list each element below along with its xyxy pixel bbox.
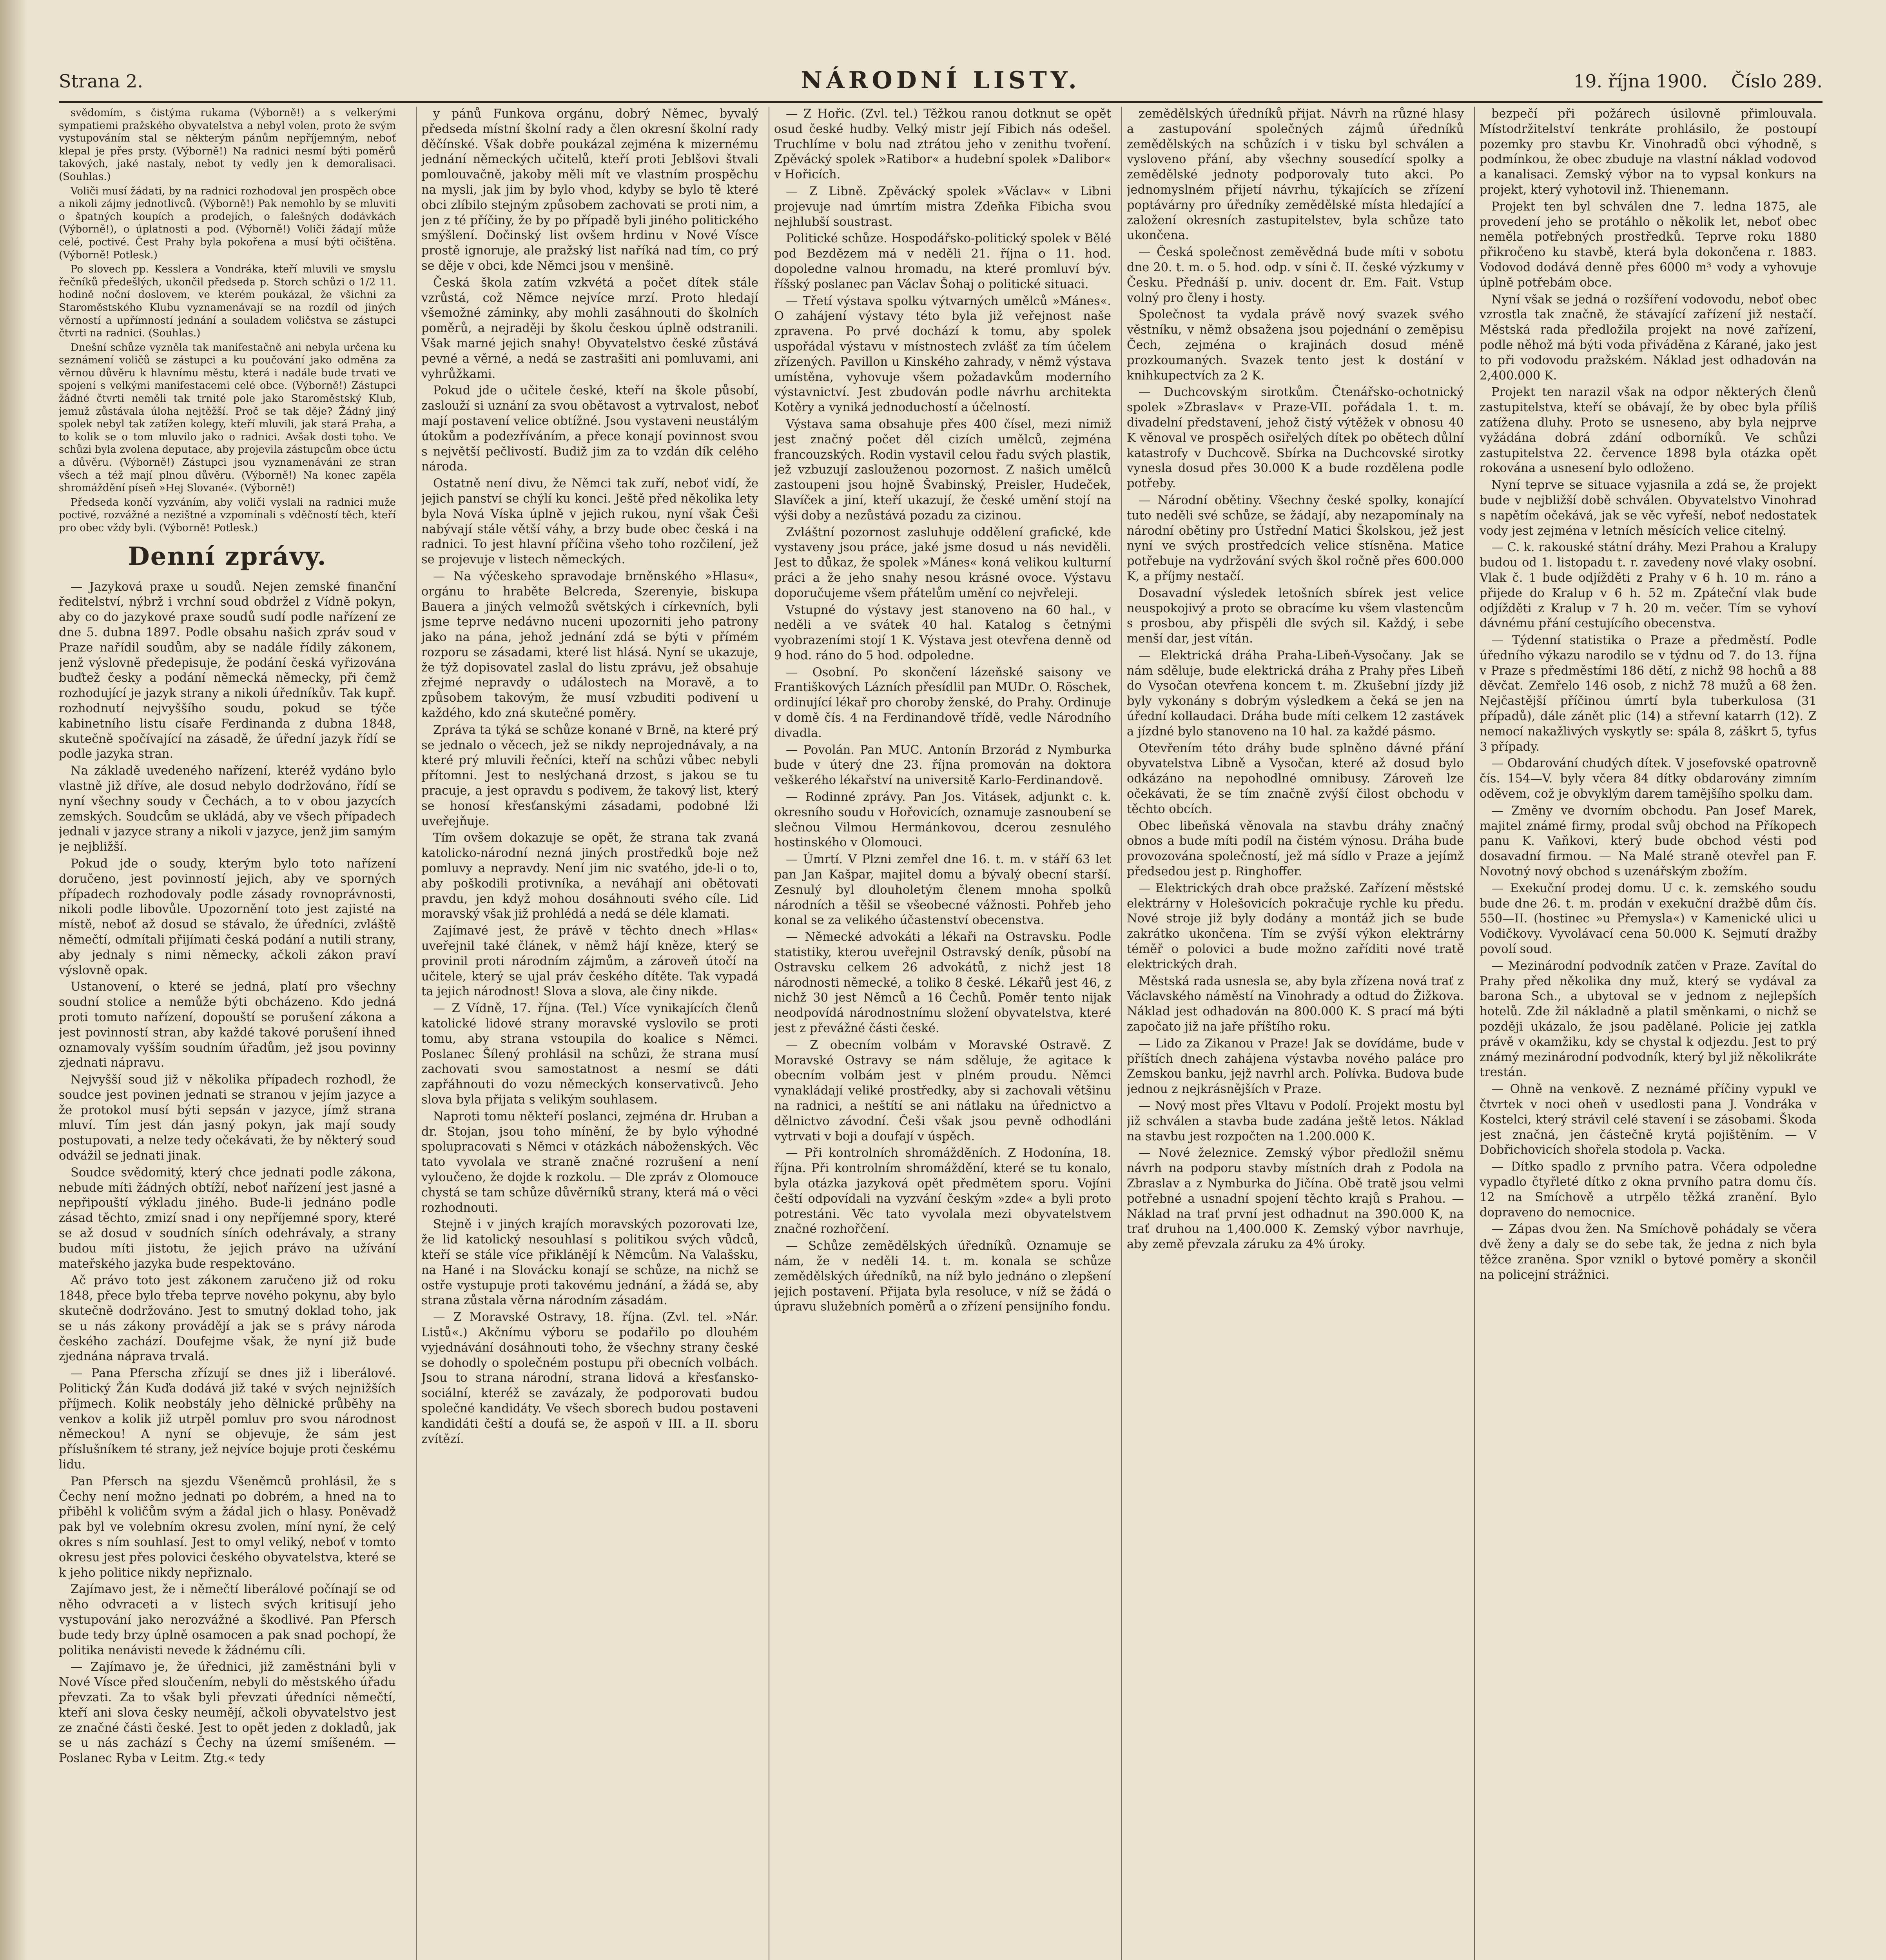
article-group: [421, 1217, 758, 1308]
article-paragraph: Nejvyšší soud již v několika případech rozhodl, že soudce jest povinen jednati se stranou v jejím jazyce a že protokol musí býti sepsán v jazyce, jímž strana mluví. Tím jest dán jasný pokyn, jak mají soudy postupovati, a nelze tedy očekávati, že by některý soud odvážil se jednati jinak.: [59, 1073, 396, 1163]
article-paragraph: — Zajímavo je, že úřednici, již zaměstnáni byli v Nové Vísce před sloučením, nebyli do městského úřadu převzati. Za to však byli převzati úředníci němečtí, kteří ani slova česky neumějí, ačkoli obyvatelstvo jest ze značné části české. Jest to opět jeden z dokladů, jak se u nás zachází s Čechy na území smíšeném. — Poslanec Ryba v Leitm. Ztg.« tedy: [59, 1660, 396, 1766]
article-paragraph: — Německé advokáti a lékaři na Ostravsku. Podle statistiky, kterou uveřejnil Ostravský deník, působí na Ostravsku celkem 26 advokátů, z nichž jest 18 národnosti německé, a toliko 8 české. Lékařů jest 46, z nichž 30 jest Němců a 16 Čechů. Poměr tento nijak neodpovídá národnostnímu složení obyvatelstva, které jest z převážné části české.: [774, 930, 1111, 1036]
article-group: [421, 1001, 758, 1216]
article-paragraph: Otevřením této dráhy bude splněno dávné přání obyvatelstva Libně a Vysočan, které až dosud bylo odkázáno na nepohodlné omnibusy. Zároveň lze očekávati, že se tím značně zvýší čilost obchodu v těchto obcích.: [1127, 741, 1464, 816]
article-group: [1127, 385, 1464, 880]
article-paragraph: Stejně i v jiných krajích moravských pozorovati lze, že lid katolický nesouhlasí s politikou svých vůdců, kteří se stále více přiklánějí k Němcům. Na Valašsku, na Hané i na Slovácku konají se schůze, na nichž se ostře vystupuje proti takovému jednání, a žádá se, aby strana zůstala věrna národním zásadám.: [421, 1218, 758, 1308]
article-paragraph: — C. k. rakouské státní dráhy. Mezi Prahou a Kralupy budou od 1. listopadu t. r. zavedeny nové vlaky osobní. Vlak č. 1 bude odjížděti z Prahy v 6 h. 10 m. ráno a přijede do Kralup v 6 h. 52 m. Zpáteční vlak bude odjížděti z Kralup v 7 h. 20 m. večer. Tím se vyhoví dávnému přání cestujícího obecenstva.: [1480, 541, 1817, 631]
article-paragraph: Projekt ten narazil však na odpor některých členů zastupitelstva, kteří se obávají, že by obec byla příliš zatížena dluhy. Proto se usneseno, aby byla nejprve vyžádána dobrá zdání odborníků. Ve schůzi zastupitelstva 22. července 1898 byla otázka opět rokována a usnesení bylo odloženo.: [1480, 385, 1817, 475]
article-paragraph: Na základě uvedeného nařízení, kteréž vydáno bylo vlastně již dříve, ale dosud nebylo dodržováno, řídí se nyní všechny soudy v Čechách, a to v obou jazycích zemských. Soudcům se ukládá, aby ve všech případech jednali v jazyce strany a nikoli v jazyce, jenž jim samým je nejbližší.: [59, 764, 396, 854]
column-5: [1480, 107, 1817, 1960]
article-paragraph: Ustanovení, o které se jedná, platí pro všechny soudní stolice a nemůže býti obcházeno. Kdo jedná proti tomuto nařízení, dopouští se porušení zákona a jest povinností stran, aby každé takové porušení ihned oznamovaly vyšším soudním úřadům, jež jsou povinny zjednati nápravu.: [59, 980, 396, 1070]
article-group: [1480, 756, 1817, 1158]
article-paragraph: — Jazyková praxe u soudů. Nejen zemské finanční ředitelství, nýbrž i vrchní soud obdržel z Vídně pokyn, aby co do jazykové praxe soudů sudí podle nařízení ze dne 5. dubna 1897. Podle obsahu našich zpráv soud v Praze nařídil soudům, aby se nadále řídily zákonem, jenž výslovně předepisuje, že podání česká vyřizována buďtež česky a podání německá německy, při čemž rozhodující je jazyk strany a nikoli úředníkův. Tak kupř. rozhodnutí nejvyššího soudu, pokud se týče kabinetního listu císaře Ferdinanda z dubna 1848, skutečně spočívající na zásadě, že úřední jazyk řídí se podle jazyka stran.: [59, 580, 396, 761]
article-paragraph: — Osobní. Po skončení lázeňské saisony ve Františkových Lázních přesídlil pan MUDr. O. Röschek, ordinující lékař pro choroby ženské, do Prahy. Ordinuje v domě čís. 4 na Ferdinandově třídě, vedle Národního divadla.: [774, 665, 1111, 740]
article-group: [774, 107, 1111, 292]
article-paragraph: — Dítko spadlo z prvního patra. Včera odpoledne vypadlo čtyřleté dítko z okna prvního patra domu čís. 12 na Smíchově a utrpělo těžká zranění. Bylo dopraveno do nemocnice.: [1480, 1160, 1817, 1220]
article-paragraph: Česká škola zatím vzkvétá a počet dítek stále vzrůstá, což Němce nejvíce mrzí. Proto hledají všemožné záminky, aby mohli zasáhnouti do školních poměrů, a nejraději by školu českou úplně odstranili. Však marné jejich snahy! Obyvatelstvo české zůstává pevné a věrné, a nedá se zastrašiti ani pomluvami, ani vyhrůžkami.: [421, 276, 758, 381]
article-group: [59, 1660, 396, 1766]
page-number: Strana 2.: [59, 71, 143, 92]
article-paragraph: Dnešní schůze vyzněla tak manifestačně ani nebyla určena ku seznámení voličů se zástupci a ku poučování jako odměna za věrnou důvěru k hlavnímu městu, která i nadále bude trvati ve spojení s velkými manifestacemi celé obce. (Výborně!) Zástupci žádné čtvrti neměli tak trnité pole jako Staroměstský Klub, jemuž zůstávala úloha nejtěžší. Proč se tak děje? Žádný jiný spolek nebyl tak zatížen kolegy, kteří mluvili, jak stará Praha, a to kolik se o tom mluvilo jako o radnici. Avšak dosti toho. Ve schůzi byla zvolena deputace, aby projevila zástupcům obce úctu a důvěru. (Výborně!) Zástupci jsou vyznamenáváni ze stran všech a též mají plnou důvěru. (Výborně!) Na konec zapěla shromáždění píseň »Hej Slované«. (Výborně!): [59, 341, 396, 494]
article-group: [774, 665, 1111, 851]
article-paragraph: — Česká společnost zeměvědná bude míti v sobotu dne 20. t. m. o 5. hod. odp. v síni č. II. české výzkumy v Česku. Přednáší p. univ. docent dr. Em. Fait. Vstup volný pro členy i hosty.: [1127, 245, 1464, 305]
article-paragraph: — Pana Pferscha zřízují se dnes již i liberálové. Politický Žán Kuďa dodává již také v svých nejnižších příjmech. Kolik neobstály jeho dělnické průběhy na venkov a kolik již utrpěl pomluv pro svou národnost německou! A nyní se objevuje, že sám jest příslušníkem té strany, jež nejvíce bojuje proti českému lidu.: [59, 1367, 396, 1472]
masthead-rule: [59, 101, 1823, 103]
article-paragraph: — Z Hořic. (Zvl. tel.) Těžkou ranou dotknut se opět osud české hudby. Velký mistr její Fibich nás odešel. Truchlíme v bolu nad ztrátou jeho v zenithu tvoření. Zpěvácký spolek »Ratibor« a hudební spolek »Dalibor« v Hořicích.: [774, 107, 1111, 182]
article-group: [59, 580, 396, 1365]
article-paragraph: Předseda končí vyzváním, aby voliči vyslali na radnici muže poctivé, rozvážné a nezištné a vzpomínali s vděčností těch, kteří pro obec vždy byli. (Výborně! Potlesk.): [59, 496, 396, 534]
article-paragraph: — Z obecním volbám v Moravské Ostravě. Z Moravské Ostravy se nám sděluje, že agitace k obecním volbám jest v plném proudu. Němci vynakládají veliké prostředky, aby si zachovali většinu na radnici, a neštítí se ani nátlaku na úřednictvo a dělnictvo závodní. Češi však jsou pevně odhodláni vytrvati v boji a doufají v úspěch.: [774, 1038, 1111, 1143]
article-paragraph: — Schůze zemědělských úředníků. Oznamuje se nám, že v neděli 14. t. m. konala se schůze zemědělských úředníků, na níž bylo jednáno o zlepšení jejich postavení. Přijata byla resoluce, v níž se žádá o úpravu služebních poměrů a o zřízení pensijního fondu.: [774, 1239, 1111, 1314]
article-paragraph: Výstava sama obsahuje přes 400 čísel, mezi nimiž jest značný počet děl cizích umělců, zejména francouzských. Rodin vystavil celou řadu svých plastik, jež vzbuzují zaslouženou pozornost. Z našich umělců zastoupeni jsou hojně Švabinský, Preisler, Hudeček, Slavíček a jiní, kteří ukazují, že české umění stojí na výši doby a nezůstává pozadu za cizinou.: [774, 417, 1111, 523]
article-group: [59, 107, 396, 535]
article-paragraph: Vstupné do výstavy jest stanoveno na 60 hal., v neděli a ve svátek 40 hal. Katalog s četnými vyobrazeními stojí 1 K. Výstava jest otevřena denně od 9 hod. ráno do 5 hod. odpoledne.: [774, 603, 1111, 662]
article-group: [1480, 1160, 1817, 1283]
article-paragraph: — Národní obětiny. Všechny české spolky, konající tuto neděli své schůze, se žádají, aby nezapomínaly na národní obětiny pro Ústřední Matici Školskou, jež jest nyní ve svých prostředcích velice stísněna. Matice potřebuje na vydržování svých škol ročně přes 600.000 K, a příjmy nestačí.: [1127, 493, 1464, 583]
column-2: [421, 107, 758, 1960]
article-paragraph: — Při kontrolních shromážděních. Z Hodonína, 18. října. Při kontrolním shromáždění, které se tu konalo, byla otázka jazyková opět předmětem sporu. Vojíni čeští odpovídali na vyzvání českým »zde« a byli proto potrestáni. Věc tato vyvolala mezi obyvatelstvem značné rozhořčení.: [774, 1146, 1111, 1236]
article-paragraph: — Elektrických drah obce pražské. Zařízení městské elektrárny v Holešovicích pokračuje rychle ku předu. Nové stroje již byly dodány a montáž jich se bude zakrátko ukončena. Tím se zvýší výkon elektrárny téměř o polovici a bude možno zaříditi nové tratě elektrických drah.: [1127, 881, 1464, 971]
article-paragraph: Projekt ten byl schválen dne 7. ledna 1875, ale provedení jeho se protáhlo o několik let, neboť obec neměla potřebných prostředků. Teprve roku 1880 přikročeno ku stavbě, která byla dokončena r. 1883. Vodovod dodává denně přes 6000 m³ vody a vyhovuje úplně potřebám obce.: [1480, 200, 1817, 290]
article-group: [1127, 881, 1464, 1145]
article-paragraph: — Mezinárodní podvodník zatčen v Praze. Zavítal do Prahy před několika dny muž, který se vydával za barona Sch., a ubytoval se v jednom z nejlepších hotelů. Zde žil nákladně a platil směnkami, o nichž se později ukázalo, že jsou padělané. Policie jej zatkla právě v okamžiku, kdy se chystal k odjezdu. Jest to prý známý mezinárodní podvodník, který byl již několikráte trestán.: [1480, 959, 1817, 1080]
article-paragraph: — Třetí výstava spolku výtvarných umělců »Mánes«. O zahájení výstavy této byla již veřejnost naše zpravena. Po prvé dochází k tomu, aby spolek uspořádal výstavu v místnostech zvlášť za tím účelem zřízených. Pavillon u Kinského zahrady, v němž výstava umístěna, vyhovuje všem požadavkům moderního výstavnictví. Jest zbudován podle návrhu architekta Kotěry a vyniká jednoduchostí a účelností.: [774, 294, 1111, 415]
article-paragraph: Tím ovšem dokazuje se opět, že strana tak zvaná katolicko-národní nezná jiných prostředků boje než pomluvy a nepravdy. Není jim nic svatého, jde-li o to, aby poškodili protivníka, a neváhají ani obětovati pravdu, jen když mohou dosáhnouti svého cíle. Lid moravský však již prohlédá a nedá se déle klamati.: [421, 831, 758, 921]
article-paragraph: — Změny ve dvorním obchodu. Pan Josef Marek, majitel známé firmy, prodal svůj obchod na Příkopech panu K. Vaňkovi, který bude obchod vésti pod dosavadní firmou. — Na Malé straně otevřel pan F. Novotný nový obchod s uzenářským zbožím.: [1480, 804, 1817, 879]
article-paragraph: Zajímavé jest, že právě v těchto dnech »Hlas« uveřejnil také článek, v němž hájí kněze, který se provinil proti národním zájmům, a zároveň útočí na učitele, který se ujal práv českého dítěte. Tak vypadá ta jejich národnost! Slova a slova, ale činy nikde.: [421, 924, 758, 999]
article-paragraph: — Úmrtí. V Plzni zemřel dne 16. t. m. v stáří 63 let pan Jan Kašpar, majitel domu a bývalý obecní starší. Zesnulý byl dlouholetým členem mnoha spolků národních a těšil se všeobecné vážnosti. Pohřeb jeho konal se za velikého účastenství obecenstva.: [774, 853, 1111, 927]
article-paragraph: Obec libeňská věnovala na stavbu dráhy značný obnos a bude míti podíl na čistém výnosu. Dráha bude provozována společností, jež má sídlo v Praze a jejímž předsedou jest p. Ringhoffer.: [1127, 819, 1464, 879]
article-paragraph: Naproti tomu někteří poslanci, zejména dr. Hruban a dr. Stojan, jsou toho mínění, že by bylo výhodné spolupracovati s Němci v otázkách náboženských. Věc tato vyvolala ve straně značné rozrušení a není vyloučeno, že dojde k rozkolu. — Dle zpráv z Olomouce chystá se tam schůze důvěrníků strany, která má o věci rozhodnouti.: [421, 1109, 758, 1215]
article-group: [774, 1146, 1111, 1315]
article-paragraph: — Z Moravské Ostravy, 18. října. (Zvl. tel. »Nár. Listů«.) Akčnímu výboru se podařilo po dlouhém vyjednávání dosáhnouti toho, že všechny strany české se dohodly o společném postupu při obecních volbách. Jsou to strana národní, strana lidová a křesťansko-sociální, kteréž se zavázaly, že podporovati budou společné kandidáty. Ve všech sborech budou postaveni kandidáti čeští a doufá se, že aspoň v III. a II. sboru zvítězí.: [421, 1310, 758, 1446]
article-group: [421, 1310, 758, 1447]
issue-info: [1574, 71, 1823, 92]
article-group: [421, 569, 758, 1000]
article-paragraph: — Povolán. Pan MUC. Antonín Brzorád z Nymburka bude v úterý dne 23. října promován na doktora veškerého lékařství na universitě Karlo-Ferdinandově.: [774, 743, 1111, 788]
issue-date: 19. října 1900.: [1573, 71, 1708, 92]
columns: [59, 107, 1823, 1960]
article-paragraph: Ač právo toto jest zákonem zaručeno již od roku 1848, přece bylo třeba teprve nového pokynu, aby bylo skutečně dodržováno. Jest to smutný doklad toho, jak se u nás zákony provádějí a jak se s právy národa českého zachází. Doufejme však, že nyní již bude zjednána náprava trvalá.: [59, 1274, 396, 1364]
article-paragraph: Ostatně není divu, že Němci tak zuří, neboť vidí, že jejich panství se chýlí ku konci. Ještě před několika lety byla Nová Víska úplně v jejich rukou, nyní však Češi nabývají stále větší váhy, a brzy bude obec česká i na radnici. To jest hlavní příčina všeho toho rozčilení, jež se projevuje v listech německých.: [421, 477, 758, 567]
article-paragraph: — Duchcovským sirotkům. Čtenářsko-ochotnický spolek »Zbraslav« v Praze-VII. pořádala 1. t. m. divadelní představení, jehož čistý výtěžek v obnosu 40 K věnoval ve prospěch osiřelých dítek po obětech důlní katastrofy v Duchcově. Sbírka na Duchcovské sirotky vynesla dosud přes 30.000 K a bude rozdělena podle potřeby.: [1127, 385, 1464, 491]
article-group: [1127, 1146, 1464, 1252]
article-group: [1480, 540, 1817, 755]
article-group: [1480, 107, 1817, 539]
article-group: [774, 852, 1111, 1144]
article-paragraph: — Ohně na venkově. Z neznámé příčiny vypukl ve čtvrtek v noci oheň v usedlosti pana J. Vondráka v Kostelci, který strávil celé stavení i se zásobami. Škoda jest značná, jen částečně krytá pojištěním. — V Dobřichovicích shořela stodola p. Vacka.: [1480, 1082, 1817, 1157]
article-group: [421, 107, 758, 568]
article-paragraph: Soudce svědomitý, který chce jednati podle zákona, nebude míti žádných obtíží, neboť nařízení jest jasné a nepřipouští výkladu jiného. Bude-li jednáno podle zásad těchto, zmizí snad i ony nepříjemné spory, které se až dosud v soudních síních odehrávaly, a strany budou míti jistotu, že jejich právo na užívání mateřského jazyka bude respektováno.: [59, 1165, 396, 1271]
section-heading: Denní zprávy.: [128, 541, 327, 571]
article-paragraph: Nyní teprve se situace vyjasnila a zdá se, že projekt bude v nejbližší době schválen. Obyvatelstvo Vinohrad s napětím očekává, jak se věc vyřeší, neboť nedostatek vody jest zejména v letních měsících velice citelný.: [1480, 478, 1817, 538]
column-1: [59, 107, 396, 1960]
article-paragraph: bezpečí při požárech úsilovně přimlouvala. Místodržitelství tenkráte prohlásilo, že postoupí pozemky pro stavbu Kr. Vinohradů obci výhodně, s podmínkou, že obec zbuduje na vlastní náklad vodovod a kanalisaci. Zemský výbor na to vypsal konkurs na projekt, který vyhotovil inž. Thienemann.: [1480, 107, 1817, 197]
article-paragraph: Zpráva ta týká se schůze konané v Brně, na které prý se jednalo o věcech, jež se nikdy neprojednávaly, a na které prý mluvili řečníci, kteří na schůzi vůbec nebyli přítomni. Jest to neslýchaná drzost, s jakou se tu pracuje, a jest opravdu s podivem, že takový list, který se honosí křesťanskými zásadami, podobné lži uveřejňuje.: [421, 723, 758, 828]
article-paragraph: — Obdarování chudých dítek. V josefovské opatrovně čís. 154—V. byly včera 84 dítky obdarovány zimním oděvem, což je obvyklým darem tamějšího spolku dam.: [1480, 757, 1817, 801]
article-paragraph: Městská rada usnesla se, aby byla zřízena nová trať z Václavského náměstí na Vinohrady a odtud do Žižkova. Náklad jest odhadován na 800.000 K. S prací má býti započato již na jaře příštího roku.: [1127, 974, 1464, 1034]
masthead: [59, 67, 1823, 98]
article-group: [59, 1366, 396, 1658]
article-paragraph: Nyní však se jedná o rozšíření vodovodu, neboť obec vzrostla tak značně, že stávající zařízení již nestačí. Městská rada předložila projekt na nové zařízení, podle něhož má býti voda přiváděna z Kárané, jako jest to při vodovodu pražském. Náklad jest odhadován na 2,400.000 K.: [1480, 292, 1817, 383]
article-paragraph: Po slovech pp. Kesslera a Vondráka, kteří mluvili ve smyslu řečníků předešlých, ukončil předseda p. Storch schůzi o 1/2 11. hodině noční doslovem, ve kterém poukázal, že všichni za Staroměstského Klubu vyznamenávají se na rozdíl od jiných věrností a upřímností jednání a souladem voličstva se zástupci čtvrti na radnici. (Souhlas.): [59, 263, 396, 339]
article-paragraph: Pan Pfersch na sjezdu Všeněmců prohlásil, že s Čechy není možno jednati po dobrém, a hned na to přiběhl k voličům svým a žádal jich o hlasy. Poněvadž pak byl ve volebním okresu zvolen, míní nyní, že celý okres s ním souhlasí. Jest to omyl veliký, neboť v tomto okresu jest přes polovici českého obyvatelstva, které se k jeho politice nikdy nepřiznalo.: [59, 1474, 396, 1580]
article-paragraph: — Exekuční prodej domu. U c. k. zemského soudu bude dne 26. t. m. prodán v exekuční dražbě dům čís. 550—II. (hostinec »u Přemysla«) v Kamenické ulici u Vodičkovy. Vyvolávací cena 50.000 K. Sejmutí dražby povolí soud.: [1480, 881, 1817, 956]
article-paragraph: — Z Vídně, 17. října. (Tel.) Více vynikajících členů katolické lidové strany moravské vyslovilo se proti tomu, aby strana vstoupila do koalice s Němci. Poslanec Šílený prohlásil na schůzi, že strana musí zachovati svou samostatnost a nesmí se dáti zapřáhnouti do vozu německých konservativců. Jeho slova byla přijata s velikým souhlasem.: [421, 1002, 758, 1107]
article-paragraph: — Z Libně. Zpěvácký spolek »Václav« v Libni projevuje nad úmrtím mistra Zdeňka Fibicha svou nejhlubší soustrast.: [774, 184, 1111, 229]
article-paragraph: Zajímavo jest, že i němečtí liberálové počínají se od něho odvraceti a v listech svých kritisují jeho vystupování jako nerozvážné a škodlivé. Pan Pfersch bude tedy brzy úplně osamocen a pak snad pochopí, že politika nenávisti nevede k žádnému cíli.: [59, 1583, 396, 1657]
article-paragraph: svědomím, s čistýma rukama (Výborně!) a s velkerými sympatiemi pražského obyvatelstva a nebyl volen, proto že svým vystupováním stal se některým pánům nepříjemným, neboť klepal je přes prsty. (Výborně!) Na radnici nesmí býti poměrů takových, jaké nastaly, nebot ty vedly jen k demoralisaci. (Souhlas.): [59, 107, 396, 183]
article-paragraph: — Zápas dvou žen. Na Smíchově pohádaly se včera dvě ženy a daly se do sebe tak, že jedna z nich byla těžce zraněna. Spor vznikl o bytové poměry a skončil na policejní strážnici.: [1480, 1222, 1817, 1282]
article-group: [774, 294, 1111, 664]
article-paragraph: Společnost ta vydala právě nový svazek svého věstníku, v němž obsažena jsou pojednání o zeměpisu Čech, zejména o krajinách dosud méně prozkoumaných. Svazek tento jest k dostání v knihkupectvích za 2 K.: [1127, 308, 1464, 383]
newspaper-title: NÁRODNÍ LISTY.: [801, 67, 1081, 94]
article-group: [1127, 107, 1464, 383]
article-paragraph: y pánů Funkova orgánu, dobrý Němec, byvalý předseda místní školní rady a člen okresní školní rady děčínské. Však dobře poukázal zejména k mizernému jednání německých učitelů, kteří proti Jeblšovi štvali pomlouvačně, jakoby měli mít ve vlastním prospěchu na mysli, jak jim by bylo vhod, kdyby se bylo tě které obci zlíbilo stejným způsobem zachovati se proti nim, a jen z té příčiny, že by po případě byli jiného politického smýšlení. Dočinský list ovšem hrdinu v Nové Vísce prostě ignoruje, ale pražský list naříká nad tím, co prý se děje v obci, kde Němci jsou v menšině.: [421, 107, 758, 273]
column-4: [1127, 107, 1464, 1960]
binding-edge: [0, 0, 27, 1960]
article-paragraph: — Rodinné zprávy. Pan Jos. Vitásek, adjunkt c. k. okresního soudu v Hořovicích, oznamuje zasnoubení se slečnou Vilmou Hermánkovou, dcerou zesnulého hostinského v Olomouci.: [774, 790, 1111, 850]
article-paragraph: Politické schůze. Hospodářsko-politický spolek v Bělé pod Bezdězem má v neděli 21. října o 11. hod. dopoledne valnou hromadu, na které promluví býv. říšský poslanec pan Václav Šohaj o politické situaci.: [774, 232, 1111, 291]
column-3: [774, 107, 1111, 1960]
article-paragraph: Voliči musí žádati, by na radnici rozhodoval jen prospěch obce a nikoli zájmy jednotlivců. (Výborně!) Pak nemohlo by se mluviti o špatných koupích a prodejích, o falešných dodávkách (Výborně!), o úplatnosti a pod. (Výborně!) Voliči žádají může celé, poctivé. Čest Prahy byla pokořena a musí býti očištěna. (Výborně! Potlesk.): [59, 185, 396, 261]
article-paragraph: Zvláštní pozornost zasluhuje oddělení grafické, kde vystaveny jsou práce, jaké jsme dosud u nás neviděli. Jest to důkaz, že spolek »Mánes« koná velikou kulturní práci a že jeho snahy nesou krásné ovoce. Výstavu doporučujeme všem přátelům umění co nejvřeleji.: [774, 525, 1111, 600]
article-paragraph: zemědělských úředníků přijat. Návrh na různé hlasy a zastupování společných zájmů úředníků zemědělských na schůzích i v tisku byl schválen a vysloveno přání, aby všechny sousedící spolky a zemědělské jednoty podporovaly tuto akci. Po jednomyslném přijetí návrhu, týkajících se zřízení poptávárny pro úředníky zemědělské místa hledající a založení okresních zastupitelstev, byla schůze tato ukončena.: [1127, 107, 1464, 243]
issue-number: Číslo 289.: [1731, 71, 1823, 92]
article-paragraph: — Nový most přes Vltavu v Podolí. Projekt mostu byl již schválen a stavba bude zadána ještě letos. Náklad na stavbu jest rozpočten na 1.200.000 K.: [1127, 1099, 1464, 1143]
article-paragraph: Dosavadní výsledek letošních sbírek jest velice neuspokojivý a proto se obracíme ku všem vlastencům s prosbou, aby přispěli dle svých sil. Každý, i sebe menší dar, jest vítán.: [1127, 586, 1464, 646]
article-paragraph: — Nové železnice. Zemský výbor předložil sněmu návrh na podporu stavby místních drah z Podola na Zbraslav a z Nymburka do Jičína. Obě tratě jsou velmi potřebné a usnadní spojení těchto krajů s Prahou. — Náklad na trať první jest odhadnut na 390.000 K, na trať druhou na 1,400.000 K. Zemský výbor navrhuje, aby země převzala záruku za 4% úroky.: [1127, 1146, 1464, 1252]
article-paragraph: — Lido za Zikanou v Praze! Jak se dovídáme, bude v příštích dnech zahájena výstavba nového paláce pro Zemskou banku, jejž navrhl arch. Polívka. Budova bude jednou z nejkrásnějších v Praze.: [1127, 1036, 1464, 1096]
article-paragraph: — Týdenní statistika o Praze a předměstí. Podle úředního výkazu narodilo se v týdnu od 7. do 13. října v Praze s předměstími 186 dětí, z nichž 98 hochů a 88 děvčat. Zemřelo 146 osob, z nichž 78 mužů a 68 žen. Nejčastější příčinou úmrtí byla tuberkulosa (31 případů), dále zánět plic (14) a střevní katarrh (12). Z nemocí nakažlivých vyskytly se: spála 8, záškrt 5, tyfus 3 případy.: [1480, 633, 1817, 754]
article-paragraph: — Na výčeskeho spravodaje brněnského »Hlasu«, orgánu to hraběte Belcreda, Szerenyie, biskupa Bauera a jiných velmožů světských i církevních, byli jsme teprve nedávno nuceni upozorniti jeho patrony jako na pána, jehož jednání zdá se býti v přímém rozporu se zásadami, které list hlásá. Nyní se ukazuje, že týž dopisovatel zaslal do listu zprávu, jež obsahuje zřejmé nepravdy o událostech na Moravě, a to způsobem takovým, že musí vzbuditi podivení u každého, kdo zná skutečné poměry.: [421, 569, 758, 720]
article-paragraph: — Elektrická dráha Praha-Libeň-Vysočany. Jak se nám sděluje, bude elektrická dráha z Prahy přes Libeň do Vysočan otevřena koncem t. m. Zkušební jízdy již byly vykonány s dobrým výsledkem a čeká se jen na úřední kollaudaci. Dráha bude míti celkem 12 zastávek a jízdné bylo stanoveno na 10 hal. za každé pásmo.: [1127, 648, 1464, 739]
article-paragraph: Pokud jde o soudy, kterým bylo toto nařízení doručeno, jest povinností jejich, aby ve sporných případech rozhodovaly podle zásady rovnoprávnosti, nikoli podle libovůle. Upozornění toto jest zajisté na místě, neboť až dosud se stávalo, že úředníci, zvláště němečtí, odmítali přijímati česká podání a nutili strany, aby jednaly s nimi německy, ačkoli zákon praví výslovně opak.: [59, 857, 396, 977]
article-paragraph: Pokud jde o učitele české, kteří na škole působí, zaslouží si uznání za svou obětavost a vytrvalost, neboť mají postavení velice obtížné. Jsou vystaveni neustálým útokům a podezříváním, a přece konají povinnost svou s největší pečlivostí. Budiž jim za to vzdán dík celého národa.: [421, 384, 758, 474]
